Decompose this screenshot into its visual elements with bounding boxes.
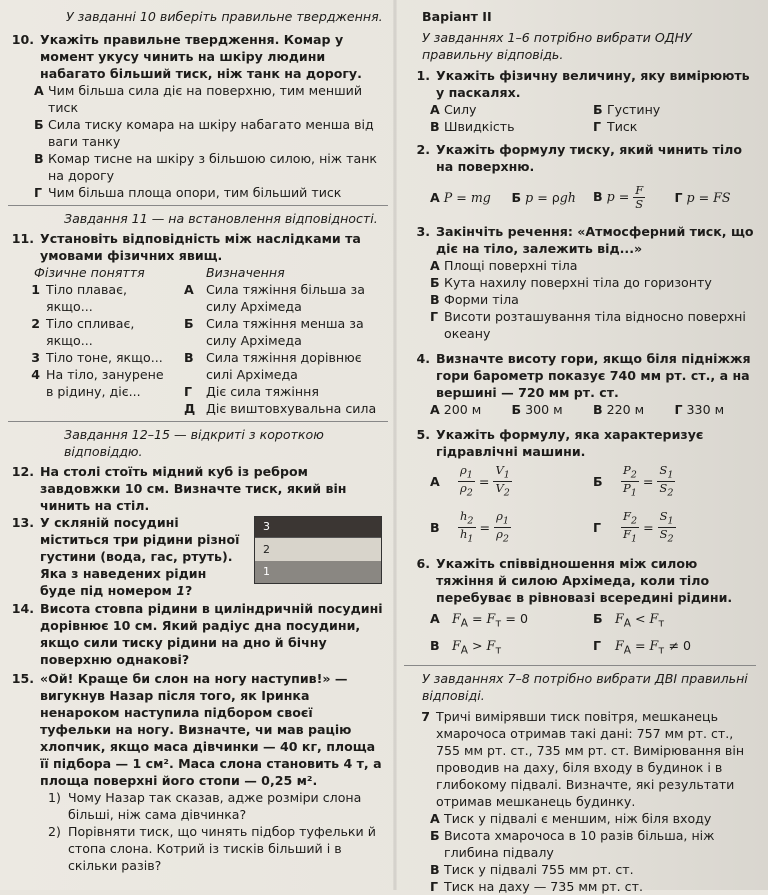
question-7-options: [430, 810, 756, 895]
col-heading: Визначення: [206, 265, 285, 280]
question-11: 11. Установіть відповідність між наслідками та умовами фізичних явищ.: [11, 231, 361, 263]
vessel-diagram: [254, 516, 382, 584]
question-5-options: [430, 464, 756, 545]
question-14: 14. Висота стовпа рідини в циліндричній посудині дорівнює 10 см. Який радіус дна посудини, якщо сили тиску рідини на дно й бічну поверхню однакові?: [11, 601, 383, 667]
option-g: Г 330 м: [674, 402, 725, 417]
option-g: Г $F_A = F_т \ne 0$: [593, 637, 691, 657]
layer-1: 1: [255, 561, 381, 583]
option-a: А P = mg: [430, 189, 491, 205]
option-g: Г Тиск на даху — 735 мм рт. ст.: [430, 879, 643, 895]
option-a: А Тиск у підвалі є меншим, ніж біля входу: [430, 811, 712, 827]
layer-3: 3: [255, 517, 381, 537]
question-10-options: [34, 82, 388, 201]
question-6-options: [430, 610, 756, 659]
question-13: 13. У скляній посудині міститься три рідини різної густини (вода, гас, ртуть). Яка з наведених рідин буде під номером 1?: [11, 515, 240, 598]
question-6: 6. Укажіть співвідношення між силою тяжіння й силою Архімеда, коли тіло перебуває в рівновазі всередині рідини.: [416, 556, 733, 606]
question-13-block: [8, 514, 388, 600]
task-1-6-heading: У завданнях 1–6 потрібно вибрати ОДНУ правильну відповідь.: [422, 30, 692, 62]
option-a: А $F_A = F_т = 0$: [430, 611, 528, 630]
question-5: 5. Укажіть формулу, яка характеризує гідравлічні машини.: [416, 427, 704, 459]
question-text: Укажіть правильне твердження. Комар у момент укусу чинить на шкіру людини набагато більший тиск, ніж танк на дорогу.: [40, 32, 362, 81]
option-g: Г Висоти розташування тіла відносно поверхні океану: [430, 309, 746, 341]
option-b: Б Густину: [593, 102, 661, 117]
option-a: А Площі поверхні тіла: [430, 258, 578, 273]
divider: [404, 665, 756, 666]
right-column: [404, 0, 756, 895]
task-11-heading: Завдання 11 — на встановлення відповідності.: [64, 211, 378, 226]
option-v: В $\frac{h_2}{h_1}$ = $\frac{\rho_1}{\rho_2}$: [430, 508, 509, 545]
matching-table: [31, 264, 388, 417]
option-v: В Комар тисне на шкіру з більшою силою, ніж танк на дорогу: [34, 151, 378, 183]
match-right-v: В Сила тяжіння дорівнює силі Архімеда: [184, 350, 362, 382]
task-12-15-heading: Завдання 12–15 — відкриті з короткою відповіддю.: [64, 427, 324, 459]
option-g: Г Чим більша площа опори, тим більший тиск: [34, 185, 342, 200]
option-g: Г Тиск: [593, 119, 638, 134]
question-4-options: [430, 401, 756, 418]
match-left-3: 3 Тіло тоне, якщо...: [31, 350, 163, 365]
matching-left-column: [31, 264, 174, 417]
question-12: 12. На столі стоїть мідний куб із ребром завдовжки 10 см. Визначте тиск, який він чинить на стіл.: [11, 464, 347, 513]
divider: [8, 421, 388, 422]
match-left-1: 1 Тіло плаває, якщо...: [31, 282, 128, 314]
option-b: Б Висота хмарочоса в 10 разів більша, ніж глибина підвалу: [430, 828, 715, 861]
option-v: В p = $\frac{F}{S}$: [593, 182, 644, 211]
option-g: Г $\frac{F_2}{F_1}$ = $\frac{S_1}{S_2}$: [593, 508, 674, 545]
option-v: В Тиск у підвалі 755 мм рт. ст.: [430, 862, 634, 878]
question-15: 15. «Ой! Краще би слон на ногу наступив!» — вигукнув Назар після того, як Іринка ненароком наступила підбором своєї туфельки на ногу. Визначте, чи мав рацію хлопчик, якщо маса дівчинки — 40 кг, площа її підбора — 1 см². Маса слона становить 4 т, а площа поверхні його стопи — 0,25 м².: [11, 671, 382, 788]
match-left-4: 4 На тіло, занурене в рідину, діє...: [31, 367, 164, 399]
option-a: А Силу: [430, 102, 477, 117]
option-b: Б $\frac{P_2}{P_1}$ = $\frac{S_1}{S_2}$: [593, 463, 674, 499]
option-b: Б $F_A < F_т$: [593, 611, 665, 630]
match-right-b: Б Сила тяжіння менша за силу Архімеда: [184, 316, 364, 348]
option-v: В $F_A > F_т$: [430, 637, 502, 657]
question-4: 4. Визначте висоту гори, якщо біля підніжжя гори барометр показує 740 мм рт. ст., а на вершині — 720 мм рт. ст.: [416, 351, 751, 400]
option-v: В Форми тіла: [430, 292, 519, 307]
option-a: А $\frac{\rho_1}{\rho_2}$ = $\frac{V_1}{V_2}$: [430, 463, 510, 499]
option-b: Б Сила тиску комара на шкіру набагато менша від ваги танку: [34, 117, 374, 149]
question-1: 1. Укажіть фізичну величину, яку вимірюють у паскалях.: [416, 68, 750, 100]
left-column: [8, 0, 388, 874]
sub-question-1: 1) Чому Назар так сказав, адже розміри слона більші, ніж сама дівчинка?: [48, 790, 362, 822]
task-7-8-heading: У завданнях 7–8 потрібно вибрати ДВІ правильні відповіді.: [422, 671, 748, 704]
variant-title: Варіант II: [422, 9, 492, 24]
layer-2: 2: [255, 537, 381, 561]
question-number: 10.: [11, 32, 34, 47]
question-2-options: [430, 179, 756, 215]
question-15-subs: [48, 789, 388, 874]
question-10: [8, 31, 388, 82]
question-2: 2. Укажіть формулу тиску, який чинить тіло на поверхню.: [416, 142, 743, 174]
col-heading: Фізичне поняття: [34, 265, 145, 280]
option-b: Б p = ρgh: [511, 189, 576, 205]
option-b: Б Кута нахилу поверхні тіла до горизонту: [430, 275, 712, 290]
question-1-options: [430, 101, 756, 135]
option-a: А Чим більша сила діє на поверхню, тим менший тиск: [34, 83, 363, 115]
matching-right-column: [174, 264, 388, 417]
page-gutter: [393, 0, 397, 890]
sub-question-2: 2) Порівняти тиск, що чинять підбор туфельки й стопа слона. Котрий із тисків більший і в скільки разів?: [48, 824, 376, 873]
option-b: Б 300 м: [511, 402, 563, 417]
question-3-options: [430, 257, 756, 342]
option-g: Г p = FS: [674, 189, 731, 205]
question-3: 3. Закінчіть речення: «Атмосферний тиск, що діє на тіло, залежить від...»: [416, 224, 754, 256]
divider: [8, 205, 388, 206]
match-right-d: Д Діє виштовхувальна сила: [184, 401, 377, 416]
option-a: А 200 м: [430, 402, 482, 417]
question-7: 7 Тричі вимірявши тиск повітря, мешканець хмарочоса отримав такі дані: 757 мм рт. ст., 755 мм рт. ст., 735 мм рт. ст. Вимірювання він проводив на даху, біля входу в будинок і в глибокому підвалі. Визначте, які результати отримав мешканець будинку.: [421, 709, 745, 810]
match-right-g: Г Діє сила тяжіння: [184, 384, 319, 399]
task-10-heading: У завданні 10 виберіть правильне твердження.: [66, 9, 383, 24]
option-v: В Швидкість: [430, 119, 515, 134]
match-right-a: А Сила тяжіння більша за силу Архімеда: [184, 282, 365, 314]
match-left-2: 2 Тіло спливає, якщо...: [31, 316, 135, 348]
option-v: В 220 м: [593, 402, 645, 417]
